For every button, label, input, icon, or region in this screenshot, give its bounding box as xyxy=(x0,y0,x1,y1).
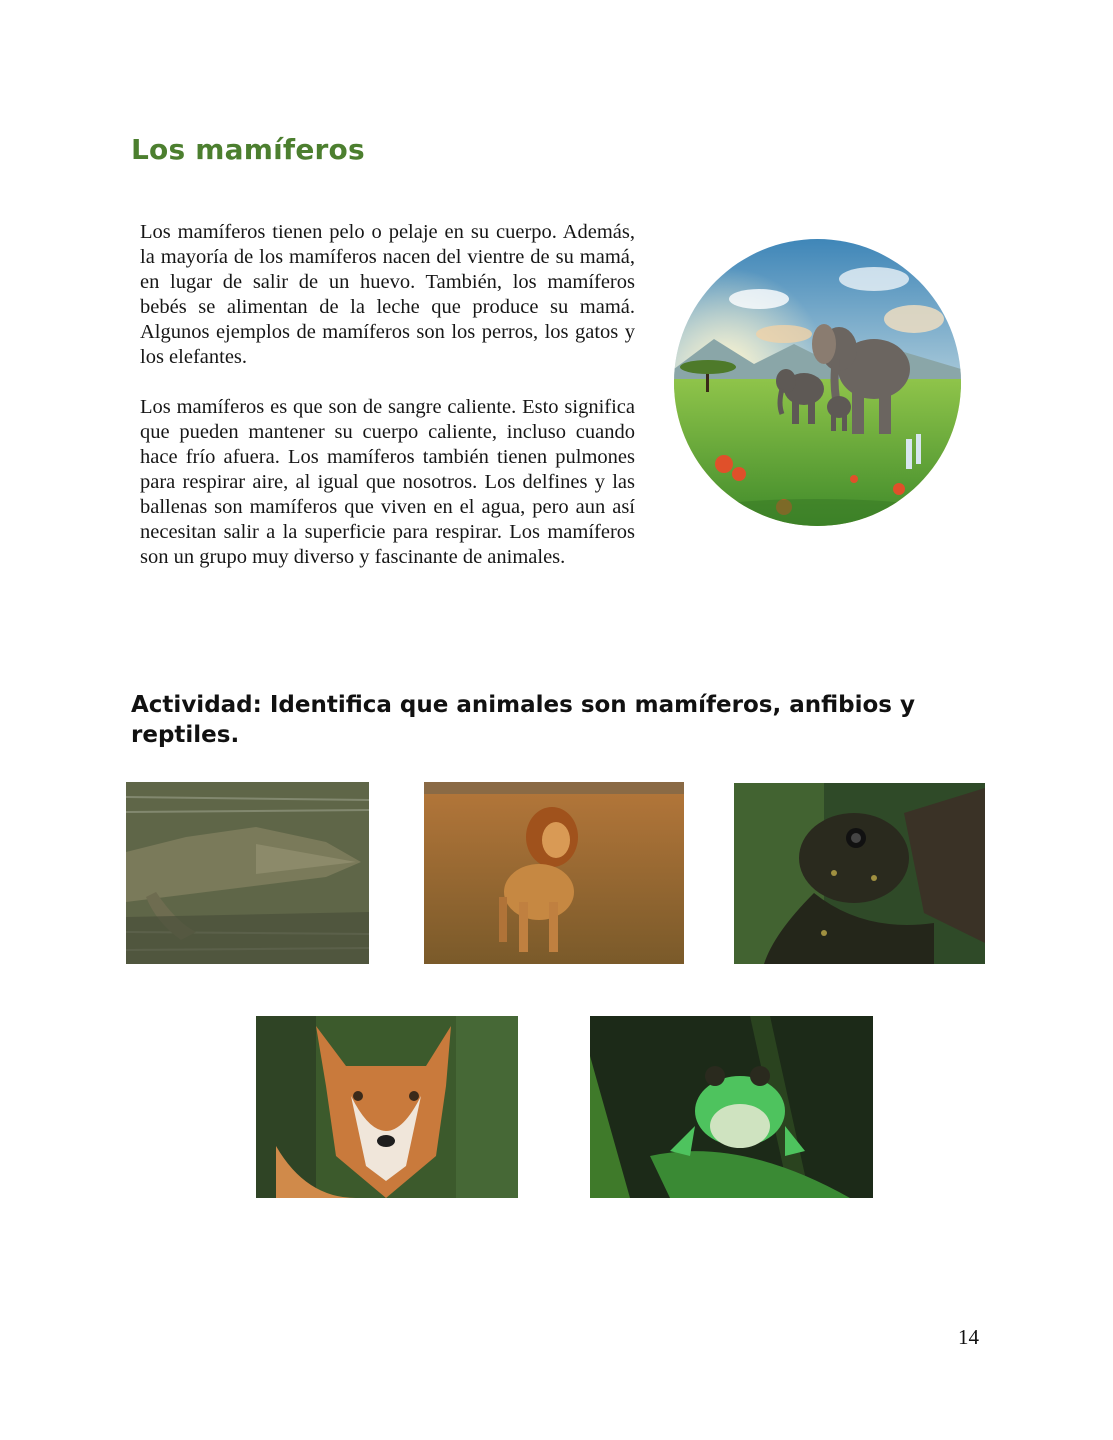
section-title: Los mamíferos xyxy=(131,133,365,166)
frog-photo xyxy=(590,1016,873,1198)
elephants-savanna-image xyxy=(674,239,961,526)
crocodile-photo xyxy=(126,782,369,964)
lion-photo xyxy=(424,782,684,964)
activity-title: Actividad: Identifica que animales son mamíferos, anfibios y reptiles. xyxy=(131,692,915,748)
paragraph-1: Los mamíferos tienen pelo o pelaje en su cuerpo. Además, la mayoría de los mamíferos nacen del vientre de su mamá, en lugar de salir de un huevo. También, los mamíferos bebés se alimentan de la leche que produce su mamá. Algunos ejemplos de mamíferos son los perros, los gatos y los elefantes. xyxy=(140,221,635,368)
fox-photo xyxy=(256,1016,518,1198)
intro-text xyxy=(140,220,635,595)
page-number: 14 xyxy=(958,1325,979,1349)
paragraph-2: Los mamíferos es que son de sangre caliente. Esto significa que pueden mantener su cuerpo caliente, incluso cuando hace frío afuera. Los mamíferos también tienen pulmones para respirar aire, al igual que nosotros. Los delfines y las ballenas son mamíferos que viven en el agua, pero aun así necesitan salir a la superficie para respirar. Los mamíferos son un grupo muy diverso y fascinante de animales. xyxy=(140,396,635,568)
turtle-photo xyxy=(734,783,985,964)
